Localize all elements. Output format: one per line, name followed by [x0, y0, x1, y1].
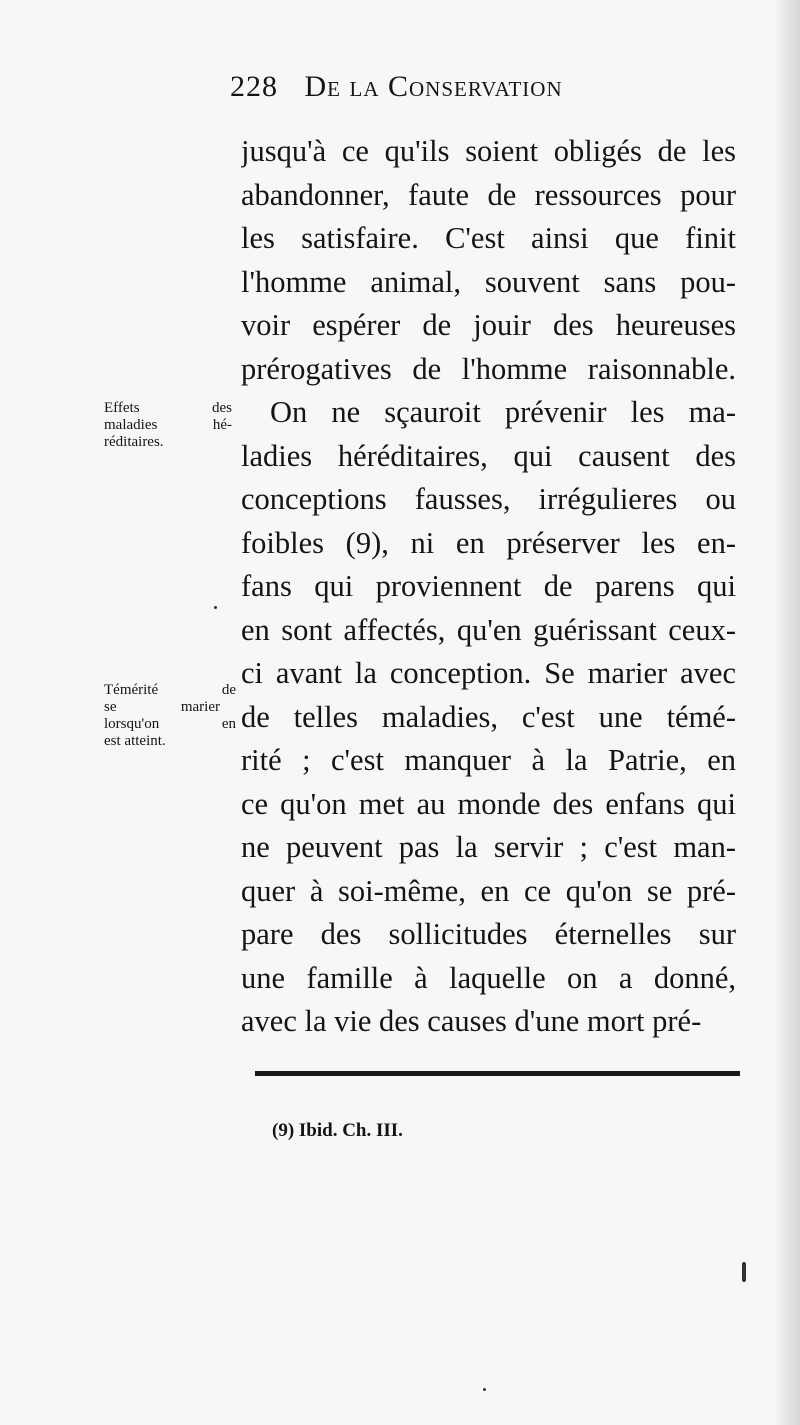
body-line: On ne sçauroit prévenir les ma-	[270, 395, 736, 429]
page-title: De la Conservation	[304, 70, 563, 103]
body-line: voir espérer de jouir des heureuses	[241, 308, 736, 342]
footnote-rule	[255, 1071, 740, 1076]
body-line: avec la vie des causes d'une mort pré-	[241, 1004, 702, 1038]
body-line: quer à soi-même, en ce qu'on se pré-	[241, 874, 736, 908]
body-line: conceptions fausses, irrégulieres ou	[241, 482, 736, 516]
body-line: les satisfaire. C'est ainsi que finit	[241, 221, 736, 255]
body-line: abandonner, faute de ressources pour	[241, 178, 736, 212]
body-line: de telles maladies, c'est une témé-	[241, 700, 736, 734]
margin-note-line: est atteint.	[104, 733, 166, 749]
body-line: une famille à laquelle on a donné,	[241, 961, 736, 995]
margin-note-line: Témérité de	[104, 682, 236, 698]
margin-note	[104, 400, 232, 451]
margin-note-line: réditaires.	[104, 434, 164, 450]
ink-speck	[483, 1388, 486, 1391]
body-line: ce qu'on met au monde des enfans qui	[241, 787, 736, 821]
margin-note-line: Effets des	[104, 400, 232, 416]
ink-mark	[742, 1262, 746, 1282]
body-line: ci avant la conception. Se marier avec	[241, 656, 736, 690]
ink-speck	[214, 606, 217, 609]
body-line: foibles (9), ni en préserver les en-	[241, 526, 736, 560]
body-line: en sont affectés, qu'en guérissant ceux-	[241, 613, 736, 647]
body-line: pare des sollicitudes éternelles sur	[241, 917, 736, 951]
margin-note-line: maladies hé-	[104, 417, 232, 433]
margin-note	[104, 682, 236, 750]
page-number: 228	[230, 70, 278, 103]
footnote: (9) Ibid. Ch. III.	[272, 1120, 403, 1141]
body-line: prérogatives de l'homme raisonnable.	[241, 352, 736, 386]
body-line: ladies héréditaires, qui causent des	[241, 439, 736, 473]
body-line: jusqu'à ce qu'ils soient obligés de les	[241, 134, 736, 168]
margin-note-line: se marier	[104, 699, 220, 715]
body-line: rité ; c'est manquer à la Patrie, en	[241, 743, 736, 777]
body-line: l'homme animal, souvent sans pou-	[241, 265, 736, 299]
body-line: ne peuvent pas la servir ; c'est man-	[241, 830, 736, 864]
margin-note-line: lorsqu'on en	[104, 716, 236, 732]
body-line: fans qui proviennent de parens qui	[241, 569, 736, 603]
page-edge-shadow	[774, 0, 800, 1425]
running-head	[230, 70, 670, 110]
